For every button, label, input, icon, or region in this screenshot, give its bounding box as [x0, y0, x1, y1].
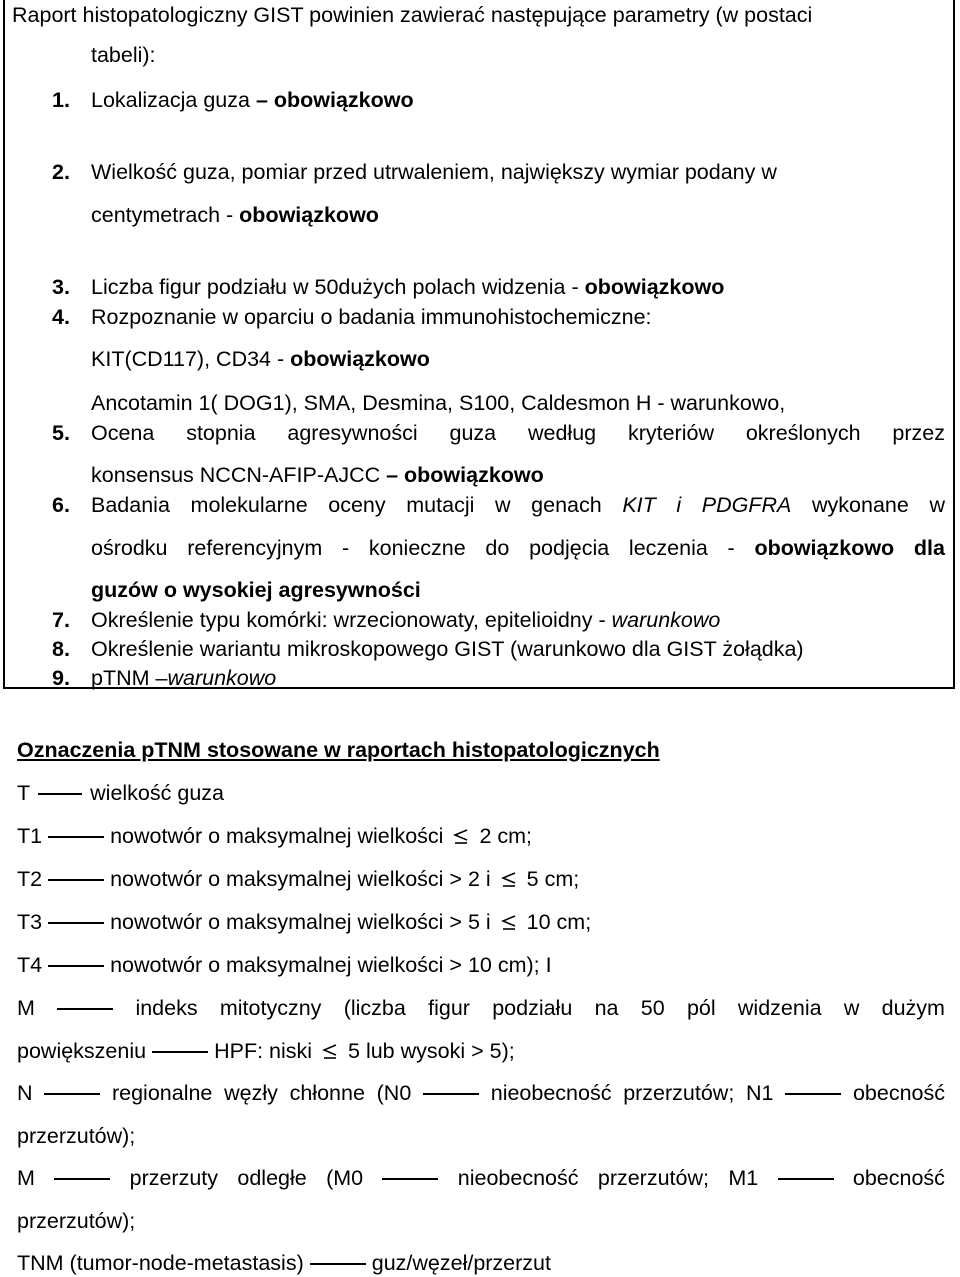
legend-m-index-line-1: M indeks mitotyczny (liczba figur podziału na 50 pól widzenia w dużym — [17, 996, 945, 1020]
em-dash — [48, 965, 104, 967]
less-equal-icon — [322, 1043, 338, 1059]
legend-n-line-1: N regionalne węzły chłonne (N0 nieobecność przerzutów; N1 obecność — [17, 1081, 945, 1105]
less-equal-icon — [501, 871, 517, 887]
item-4-line-1: Rozpoznanie w oparciu o badania immunohistochemiczne: — [91, 305, 652, 329]
intro-line-2: tabeli): — [91, 43, 156, 67]
item-number: 9. — [52, 666, 70, 690]
item-number: 6. — [52, 493, 70, 517]
less-equal-icon — [453, 828, 469, 844]
legend-m-line-1: M przerzuty odległe (M0 nieobecność przerzutów; M1 obecność — [17, 1166, 945, 1190]
em-dash — [310, 1263, 366, 1265]
item-3-text: Liczba figur podziału w 50dużych polach widzenia - obowiązkowo — [91, 275, 725, 299]
item-number: 5. — [52, 421, 70, 445]
em-dash — [44, 1093, 100, 1095]
legend-t1: T1 nowotwór o maksymalnej wielkości 2 cm; — [17, 824, 533, 848]
item-6-line-1: Badania molekularne oceny mutacji w genach KIT i PDGFRA wykonane w — [91, 493, 945, 517]
item-4-line-2: KIT(CD117), CD34 - obowiązkowo — [91, 347, 430, 371]
intro-line-1: Raport histopatologiczny GIST powinien zawierać następujące parametry (w postaci — [12, 3, 813, 27]
em-dash — [423, 1093, 479, 1095]
em-dash — [382, 1178, 438, 1180]
em-dash — [57, 1008, 113, 1010]
legend-m-line-2: przerzutów); — [17, 1209, 136, 1233]
less-equal-icon — [501, 914, 517, 930]
item-number: 1. — [52, 88, 70, 112]
item-5-line-2: konsensus NCCN-AFIP-AJCC – obowiązkowo — [91, 463, 544, 487]
item-6-line-2: ośrodku referencyjnym - konieczne do podjęcia leczenia - obowiązkowo dla — [91, 536, 945, 560]
legend-n-line-2: przerzutów); — [17, 1124, 136, 1148]
item-number: 7. — [52, 608, 70, 632]
item-2-line-1: Wielkość guza, pomiar przed utrwaleniem, największy wymiar podany w — [91, 160, 777, 184]
item-9-text: pTNM –warunkowo — [91, 666, 277, 690]
legend-tnm: TNM (tumor-node-metastasis) guz/węzeł/przerzut — [17, 1251, 551, 1275]
item-7-text: Określenie typu komórki: wrzecionowaty, epitelioidny - warunkowo — [91, 608, 721, 632]
item-1-text: Lokalizacja guza – obowiązkowo — [91, 88, 414, 112]
item-2-line-2: centymetrach - obowiązkowo — [91, 203, 379, 227]
item-6-line-3: guzów o wysokiej agresywności — [91, 578, 421, 602]
item-number: 4. — [52, 305, 70, 329]
item-8-text: Określenie wariantu mikroskopowego GIST (warunkowo dla GIST żołądka) — [91, 637, 804, 661]
legend-t: T wielkość guza — [17, 781, 224, 805]
em-dash — [48, 879, 104, 881]
em-dash — [48, 922, 104, 924]
legend-t2: T2 nowotwór o maksymalnej wielkości > 2 i 5 cm; — [17, 867, 580, 891]
em-dash — [778, 1178, 834, 1180]
em-dash — [785, 1093, 841, 1095]
item-number: 8. — [52, 637, 70, 661]
legend-m-index-line-2: powiększeniu HPF: niski 5 lub wysoki > 5); — [17, 1039, 515, 1063]
em-dash — [152, 1051, 208, 1053]
item-4-line-3: Ancotamin 1( DOG1), SMA, Desmina, S100, Caldesmon H - warunkowo, — [91, 391, 786, 415]
legend-heading: Oznaczenia pTNM stosowane w raportach histopatologicznych — [17, 738, 660, 762]
legend-t4: T4 nowotwór o maksymalnej wielkości > 10 cm); I — [17, 953, 552, 977]
legend-t3: T3 nowotwór o maksymalnej wielkości > 5 i 10 cm; — [17, 910, 592, 934]
item-number: 2. — [52, 160, 70, 184]
em-dash — [48, 836, 104, 838]
em-dash — [54, 1178, 110, 1180]
em-dash — [38, 793, 82, 795]
item-5-line-1: Ocena stopnia agresywności guza według kryteriów określonych przez — [91, 421, 945, 445]
item-number: 3. — [52, 275, 70, 299]
